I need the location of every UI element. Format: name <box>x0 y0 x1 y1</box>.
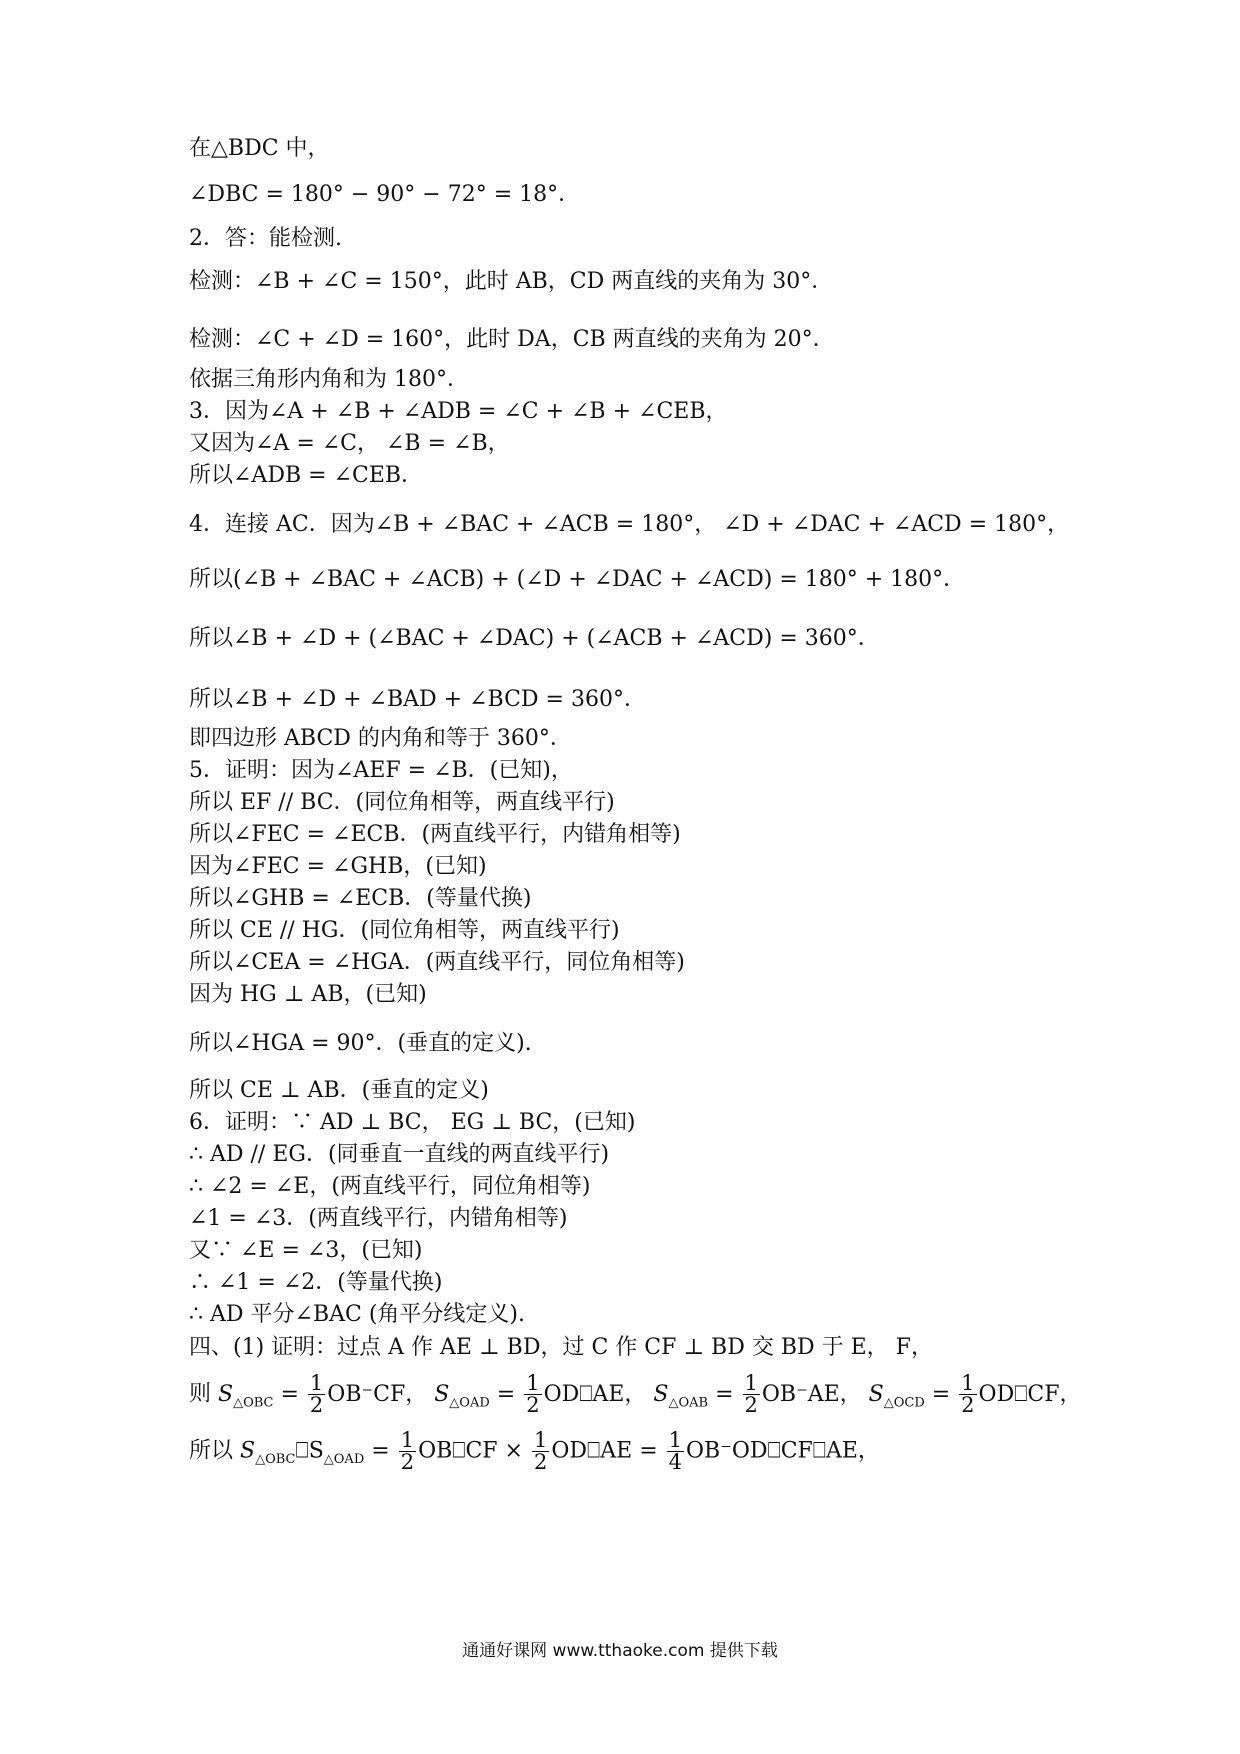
text-line: 所以(∠B + ∠BAC + ∠ACB) + (∠D + ∠DAC + ∠ACD) = 180° + 180°． <box>189 567 966 592</box>
product-intro: 所以 <box>189 1438 234 1464</box>
text-line: 检测：∠C + ∠D = 160°，此时 DA，CB 两直线的夹角为 20°． <box>189 327 835 352</box>
product-part-3: OB⁻OD⎕CF⎕AE， <box>686 1438 880 1464</box>
text-line: 6．证明：∵ AD ⊥ BC， EG ⊥ BC，(已知) <box>189 1110 636 1135</box>
denominator: 2 <box>400 1450 415 1474</box>
text-line: ∠1 = ∠3．(两直线平行，内错角相等) <box>189 1206 568 1231</box>
text-line: 所以∠ADB = ∠CEB． <box>189 463 424 488</box>
area-formula-line <box>189 1373 1082 1417</box>
text-line: 所以∠CEA = ∠HGA．(两直线平行，同位角相等) <box>189 950 685 975</box>
text-line: 所以∠GHB = ∠ECB．(等量代换) <box>189 886 532 911</box>
text-line: ∴ ∠1 = ∠2．(等量代换) <box>189 1270 443 1295</box>
numerator: 1 <box>668 1428 682 1452</box>
text-line: 所以 CE // HG．(同位角相等，两直线平行) <box>189 918 620 943</box>
area-term-2: $S_{\triangle OAD}$ = $\frac{1}{2}$ OD⎕AE， <box>434 1371 647 1417</box>
text-line: 即四边形 ABCD 的内角和等于 360°． <box>189 726 572 751</box>
numerator: 1 <box>526 1371 540 1395</box>
fraction <box>524 1373 541 1416</box>
text-line: ∴ AD // EG．(同垂直一直线的两直线平行) <box>189 1142 610 1167</box>
text-line: 3．因为∠A + ∠B + ∠ADB = ∠C + ∠B + ∠CEB， <box>189 399 728 424</box>
denominator: 2 <box>961 1393 975 1417</box>
text-line: 因为 HG ⊥ AB，(已知) <box>189 982 427 1007</box>
denominator: 4 <box>668 1450 682 1474</box>
text-line: 四、(1) 证明：过点 A 作 AE ⊥ BD，过 C 作 CF ⊥ BD 交 BD 于 E， F， <box>189 1335 933 1360</box>
term-rest: OD⎕CF， <box>978 1381 1082 1407</box>
subscript: △OAB <box>668 1394 709 1410</box>
s-label: S <box>653 1381 669 1407</box>
subscript: △OAD <box>323 1451 365 1467</box>
product-part-2: OD⎕AE = <box>551 1438 658 1464</box>
equals-sign: = <box>371 1438 390 1464</box>
subscript: △OCD <box>883 1394 925 1410</box>
text-line: 又因为∠A = ∠C， ∠B = ∠B， <box>189 431 510 456</box>
area-term-3: $S_{\triangle OAB}$ = $\frac{1}{2}$ OB⁻AE， <box>653 1371 862 1417</box>
text-line: 检测：∠B + ∠C = 150°，此时 AB，CD 两直线的夹角为 30°． <box>189 269 834 294</box>
product-mid: ⎕S <box>295 1438 324 1464</box>
text-line: ∠DBC = 180° − 90° − 72° = 18°． <box>189 182 581 207</box>
text-line: 所以 CE ⊥ AB．(垂直的定义) <box>189 1078 489 1103</box>
numerator: 1 <box>534 1428 548 1452</box>
text-line: 5．证明：因为∠AEF = ∠B．(已知)， <box>189 758 573 783</box>
term-rest: OD⎕AE， <box>543 1381 647 1407</box>
subscript: △OBC <box>233 1394 274 1410</box>
s-label: S <box>240 1438 256 1464</box>
fraction <box>667 1430 684 1473</box>
denominator: 2 <box>744 1393 758 1417</box>
fraction <box>308 1373 325 1416</box>
text-line: 所以∠FEC = ∠ECB．(两直线平行，内错角相等) <box>189 822 681 847</box>
s-label: S <box>868 1381 884 1407</box>
subscript: △OBC <box>255 1451 296 1467</box>
text-line: 在△BDC 中， <box>189 136 330 161</box>
numerator: 1 <box>400 1428 415 1452</box>
text-line: 2．答：能检测. <box>189 226 342 251</box>
subscript: △OAD <box>449 1394 490 1410</box>
product-part-1: OB⎕CF × <box>418 1438 523 1464</box>
term-rest: OB⁻AE， <box>761 1381 862 1407</box>
text-line: 又∵ ∠E = ∠3，(已知) <box>189 1238 423 1263</box>
text-line: 所以∠B + ∠D + ∠BAD + ∠BCD = 360°． <box>189 687 646 712</box>
fraction <box>743 1373 760 1416</box>
fraction <box>959 1373 976 1416</box>
text-line: 所以∠B + ∠D + (∠BAC + ∠DAC) + (∠ACB + ∠ACD) = 360°． <box>189 626 880 651</box>
fraction <box>532 1430 549 1473</box>
area-intro: 则 <box>189 1381 212 1407</box>
denominator: 2 <box>526 1393 540 1417</box>
text-line: 4．连接 AC．因为∠B + ∠BAC + ∠ACB = 180°， ∠D + ∠DAC + ∠ACD = 180°， <box>189 512 1070 537</box>
text-line: 因为∠FEC = ∠GHB，(已知) <box>189 854 487 879</box>
numerator: 1 <box>309 1371 324 1395</box>
text-line: 所以 EF // BC．(同位角相等，两直线平行) <box>189 790 615 815</box>
denominator: 2 <box>534 1450 548 1474</box>
text-line: ∴ AD 平分∠BAC (角平分线定义). <box>189 1302 525 1327</box>
s-label: S <box>434 1381 450 1407</box>
s-label: S <box>218 1381 234 1407</box>
text-line: 所以∠HGA = 90°．(垂直的定义). <box>189 1031 532 1056</box>
area-term-4: $S_{\triangle OCD}$ = $\frac{1}{2}$ OD⎕CF， <box>868 1371 1082 1417</box>
text-line: ∴ ∠2 = ∠E，(两直线平行，同位角相等) <box>189 1174 591 1199</box>
area-term-1: $S_{\triangle OBC}$ = $\frac{1}{2}$ OB⁻CF， <box>218 1371 428 1417</box>
denominator: 2 <box>309 1393 324 1417</box>
term-rest: OB⁻CF， <box>327 1381 428 1407</box>
fraction <box>399 1430 416 1473</box>
numerator: 1 <box>961 1371 975 1395</box>
text-line: 依据三角形内角和为 180°． <box>189 367 469 392</box>
product-formula-line <box>189 1430 880 1474</box>
numerator: 1 <box>744 1371 758 1395</box>
page-footer: 通通好课网 www.tthaoke.com 提供下载 <box>462 1641 778 1661</box>
